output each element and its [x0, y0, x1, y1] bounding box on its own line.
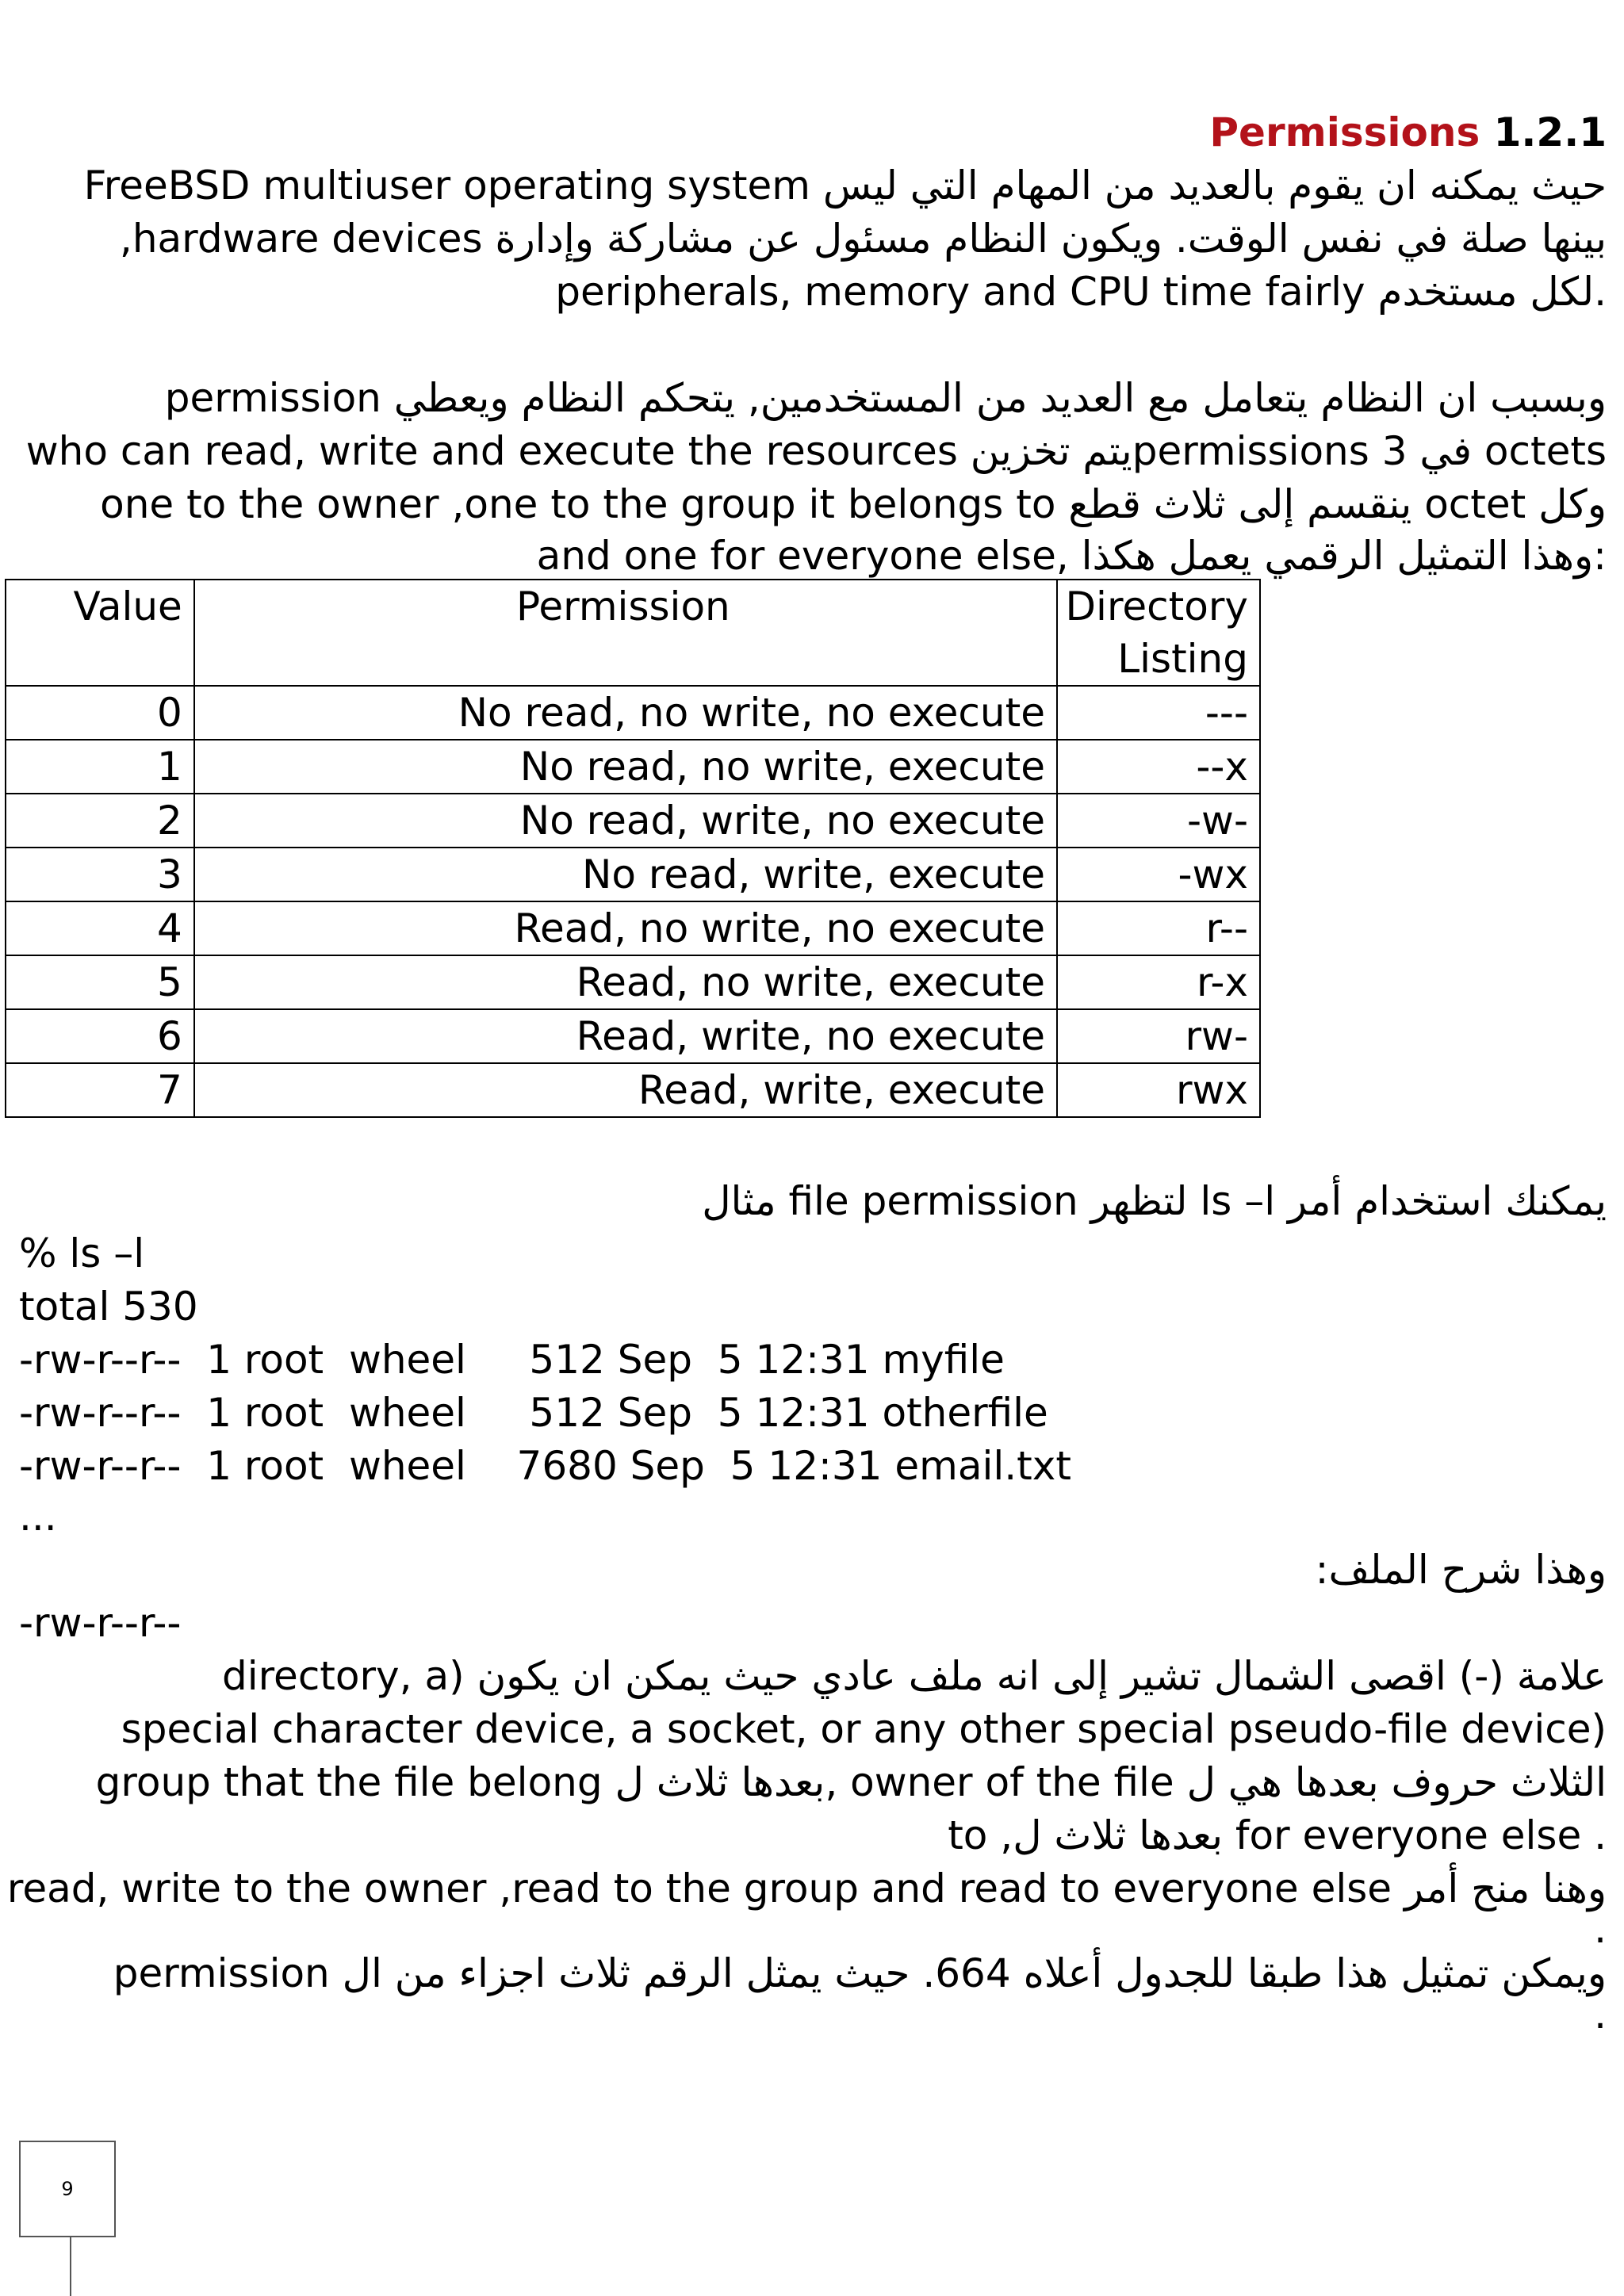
- cell-value: 2: [6, 794, 194, 848]
- table-row: [6, 955, 1260, 1009]
- paragraph1-line: peripherals, memory and CPU time fairly لكل مستخدم.: [555, 269, 1607, 315]
- cell-value: 0: [6, 686, 194, 740]
- cell-value: 5: [6, 955, 194, 1009]
- explain-line: علامة (-) اقصى الشمال تشير إلى انه ملف عادي حيث يمكن ان يكون (directory, a: [221, 1653, 1607, 1699]
- cell-permission: No read, no write, no execute: [194, 686, 1057, 740]
- cell-value: 6: [6, 1009, 194, 1063]
- cell-listing: --x: [1057, 740, 1260, 794]
- explain-line: .: [1594, 1906, 1607, 1952]
- table-row: [6, 686, 1260, 740]
- cell-listing: r-x: [1057, 955, 1260, 1009]
- paragraph1-line: FreeBSD multiuser operating system حيث يمكنه ان يقوم بالعديد من المهام التي ليس: [83, 163, 1607, 209]
- example-intro: يمكنك استخدام أمر ls –l لتظهر file permission مثال: [702, 1178, 1607, 1224]
- cell-value: 1: [6, 740, 194, 794]
- header-permission: Permission: [194, 580, 1057, 686]
- perm-string: -rw-r--r--: [19, 1600, 182, 1646]
- permissions-table: [5, 579, 1261, 1118]
- cell-permission: Read, no write, no execute: [194, 901, 1057, 955]
- cell-listing: ---: [1057, 686, 1260, 740]
- header-directory-listing: Directory Listing: [1057, 580, 1260, 686]
- cell-listing: rw-: [1057, 1009, 1260, 1063]
- section-number: 1.2.1: [1493, 109, 1607, 155]
- cell-listing: r--: [1057, 901, 1260, 955]
- table-row: [6, 1063, 1260, 1117]
- cell-value: 4: [6, 901, 194, 955]
- explain-line: special character device, a socket, or any other special pseudo-file device): [121, 1706, 1607, 1752]
- explain-title: وهذا شرح الملف:: [1315, 1547, 1607, 1593]
- cell-permission: No read, no write, execute: [194, 740, 1057, 794]
- explain-line: الثلاث حروف بعدها هي ل owner of the file ,بعدها ثلاث ل group that the file belong: [95, 1759, 1607, 1805]
- terminal-line: total 530: [19, 1284, 198, 1330]
- terminal-line: ...: [19, 1494, 57, 1540]
- explain-line: to ,بعدها ثلاث ل for everyone else .: [948, 1812, 1607, 1858]
- explain-line: .: [1594, 1992, 1607, 2038]
- terminal-line: -rw-r--r-- 1 root wheel 7680 Sep 5 12:31 email.txt: [19, 1443, 1071, 1489]
- table-row: [6, 901, 1260, 955]
- cell-listing: rwx: [1057, 1063, 1260, 1117]
- terminal-line: -rw-r--r-- 1 root wheel 512 Sep 5 12:31 myfile: [19, 1337, 1005, 1383]
- explain-line: وهنا منح أمر read, write to the owner ,read to the group and read to everyone else: [6, 1866, 1607, 1911]
- paragraph2-line: وبسبب ان النظام يتعامل مع العديد من المستخدمين, يتحكم النظام ويعطي permission: [164, 375, 1607, 421]
- header-value: Value: [6, 580, 194, 686]
- table-row: [6, 848, 1260, 901]
- cell-listing: -wx: [1057, 848, 1260, 901]
- page-number-text: 9: [61, 2178, 74, 2200]
- cell-value: 3: [6, 848, 194, 901]
- terminal-line: % ls –l: [19, 1230, 145, 1276]
- explain-line: ويمكن تمثيل هذا طبقا للجدول أعلاه 664. حيث يمثل الرقم ثلاث اجزاء من ال permission: [113, 1950, 1607, 1996]
- terminal-line: -rw-r--r-- 1 root wheel 512 Sep 5 12:31 otherfile: [19, 1390, 1048, 1436]
- page-number: [19, 2141, 116, 2237]
- paragraph2-line: and one for everyone else, وهذا التمثيل الرقمي يعمل هكذا:: [536, 533, 1607, 579]
- cell-permission: No read, write, execute: [194, 848, 1057, 901]
- section-title: Permissions: [1209, 109, 1480, 155]
- table-header-row: [6, 580, 1260, 686]
- table-row: [6, 1009, 1260, 1063]
- cell-permission: Read, write, execute: [194, 1063, 1057, 1117]
- cell-value: 7: [6, 1063, 194, 1117]
- section-heading: [1209, 106, 1607, 159]
- paragraph2-line: وكل octet ينقسم إلى ثلاث قطع one to the owner ,one to the group it belongs to: [100, 481, 1607, 527]
- table-row: [6, 740, 1260, 794]
- cell-permission: Read, write, no execute: [194, 1009, 1057, 1063]
- table-row: [6, 794, 1260, 848]
- cell-listing: -w-: [1057, 794, 1260, 848]
- page-number-stem: [70, 2237, 71, 2296]
- cell-permission: No read, write, no execute: [194, 794, 1057, 848]
- paragraph1-line: بينها صلة في نفس الوقت. ويكون النظام مسئول عن مشاركة وإدارة hardware devices,: [119, 216, 1607, 262]
- paragraph2-line: who can read, write and execute the resources يتم تخزينpermissions في 3 octets: [25, 428, 1607, 474]
- cell-permission: Read, no write, execute: [194, 955, 1057, 1009]
